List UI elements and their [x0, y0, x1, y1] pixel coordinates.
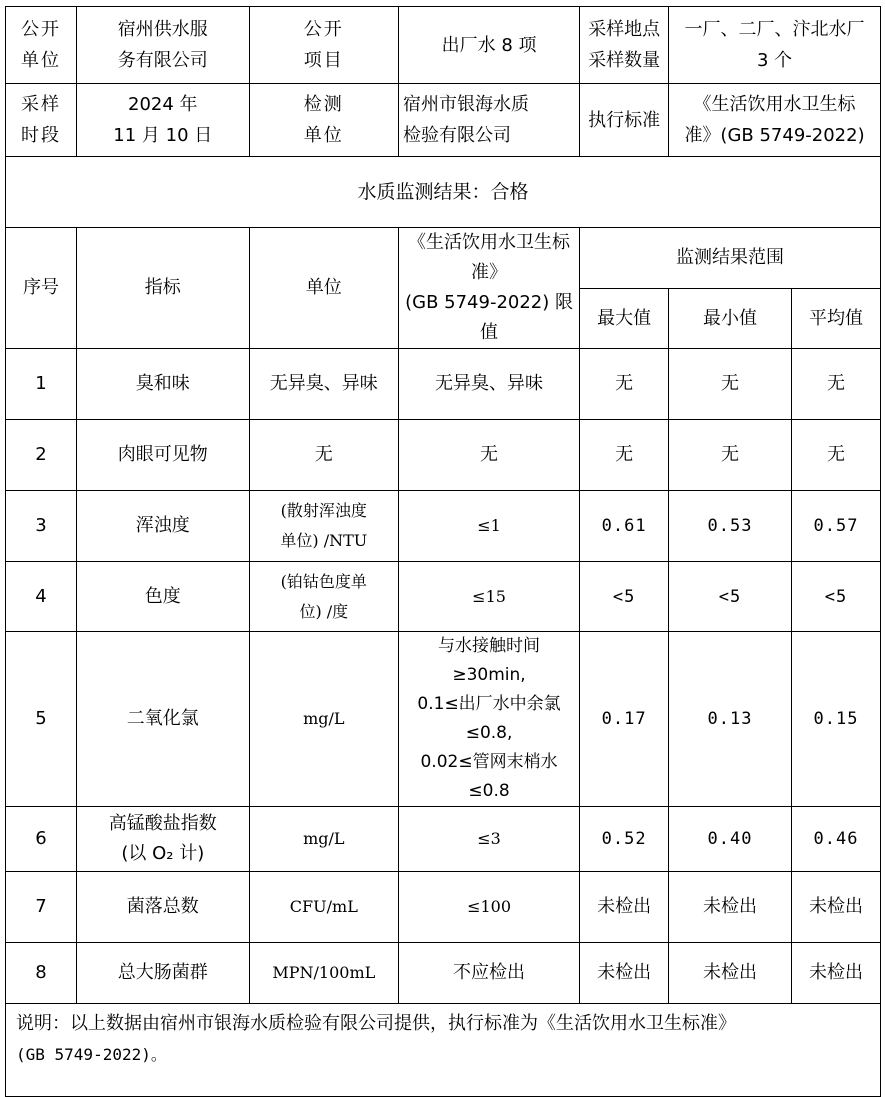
row-min: 未检出	[669, 872, 792, 943]
row-max: 未检出	[580, 872, 669, 943]
col-min: 最小值	[669, 289, 792, 349]
row-indicator: 菌落总数	[76, 872, 249, 943]
col-index: 序号	[6, 228, 77, 349]
row-min: 0.13	[669, 632, 792, 807]
col-max: 最大值	[580, 289, 669, 349]
row-unit: 无异臭、异味	[249, 349, 398, 420]
row-max: 无	[580, 420, 669, 491]
disclosure-unit-label: 公开 单位	[6, 7, 77, 84]
table-row	[6, 632, 881, 807]
note-standard: (GB 5749-2022)。	[16, 1045, 167, 1064]
result-row	[6, 157, 881, 228]
report-page	[5, 6, 881, 1064]
note-row	[6, 1004, 881, 1097]
row-indicator: 臭和味	[76, 349, 249, 420]
row-limit: ≤3	[398, 807, 579, 872]
table-row	[6, 943, 881, 1004]
column-header-row-1	[6, 228, 881, 289]
row-max: <5	[580, 562, 669, 632]
row-index: 4	[6, 562, 77, 632]
table-row	[6, 420, 881, 491]
row-limit: 无	[398, 420, 579, 491]
row-indicator: 肉眼可见物	[76, 420, 249, 491]
row-min: 无	[669, 420, 792, 491]
row-avg: 0.46	[791, 807, 880, 872]
row-min: 0.40	[669, 807, 792, 872]
disclosure-project-value: 出厂水 8 项	[398, 7, 579, 84]
row-avg: 0.15	[791, 632, 880, 807]
row-avg: <5	[791, 562, 880, 632]
row-min: 无	[669, 349, 792, 420]
row-max: 无	[580, 349, 669, 420]
note-text: 说明：以上数据由宿州市银海水质检验有限公司提供，执行标准为《生活饮用水卫生标准》	[16, 1013, 736, 1034]
row-unit: MPN/100mL	[249, 943, 398, 1004]
col-limit: 《生活饮用水卫生标准》 (GB 5749-2022) 限值	[398, 228, 579, 349]
col-range: 监测结果范围	[580, 228, 881, 289]
col-avg: 平均值	[791, 289, 880, 349]
sampling-location-label: 采样地点 采样数量	[580, 7, 669, 84]
row-index: 1	[6, 349, 77, 420]
table-row	[6, 807, 881, 872]
row-indicator: 色度	[76, 562, 249, 632]
testing-unit-value: 宿州市银海水质 检验有限公司	[398, 84, 579, 157]
row-limit: 与水接触时间≥30min, 0.1≤出厂水中余氯≤0.8, 0.02≤管网末梢水≤0.8	[398, 632, 579, 807]
header-row-1	[6, 7, 881, 84]
row-max: 0.17	[580, 632, 669, 807]
monitoring-result: 水质监测结果：合格	[6, 157, 881, 228]
row-max: 0.52	[580, 807, 669, 872]
row-index: 7	[6, 872, 77, 943]
row-avg: 0.57	[791, 491, 880, 562]
row-unit: CFU/mL	[249, 872, 398, 943]
disclosure-project-label: 公开 项目	[249, 7, 398, 84]
sampling-period-value: 2024 年 11 月 10 日	[76, 84, 249, 157]
table-row	[6, 491, 881, 562]
row-index: 3	[6, 491, 77, 562]
row-limit: 无异臭、异味	[398, 349, 579, 420]
row-unit: mg/L	[249, 632, 398, 807]
row-index: 2	[6, 420, 77, 491]
sampling-period-label: 采样 时段	[6, 84, 77, 157]
row-index: 6	[6, 807, 77, 872]
row-min: <5	[669, 562, 792, 632]
row-avg: 无	[791, 420, 880, 491]
row-max: 0.61	[580, 491, 669, 562]
row-unit: (散射浑浊度 单位) /NTU	[249, 491, 398, 562]
row-indicator: 二氧化氯	[76, 632, 249, 807]
col-indicator: 指标	[76, 228, 249, 349]
row-limit: 不应检出	[398, 943, 579, 1004]
table-row	[6, 872, 881, 943]
standard-label: 执行标准	[580, 84, 669, 157]
testing-unit-label: 检测 单位	[249, 84, 398, 157]
row-index: 5	[6, 632, 77, 807]
row-limit: ≤15	[398, 562, 579, 632]
table-row	[6, 349, 881, 420]
row-indicator: 总大肠菌群	[76, 943, 249, 1004]
col-unit: 单位	[249, 228, 398, 349]
standard-value: 《生活饮用水卫生标 准》(GB 5749-2022)	[669, 84, 881, 157]
row-indicator: 高锰酸盐指数 (以 O₂ 计)	[76, 807, 249, 872]
disclosure-unit-value: 宿州供水服 务有限公司	[76, 7, 249, 84]
sampling-location-value: 一厂、二厂、汴北水厂 3 个	[669, 7, 881, 84]
row-avg: 未检出	[791, 943, 880, 1004]
row-min: 0.53	[669, 491, 792, 562]
row-unit: (铂钴色度单 位) /度	[249, 562, 398, 632]
row-avg: 未检出	[791, 872, 880, 943]
row-min: 未检出	[669, 943, 792, 1004]
row-limit: ≤100	[398, 872, 579, 943]
row-indicator: 浑浊度	[76, 491, 249, 562]
table-row	[6, 562, 881, 632]
row-unit: mg/L	[249, 807, 398, 872]
row-max: 未检出	[580, 943, 669, 1004]
row-avg: 无	[791, 349, 880, 420]
row-unit: 无	[249, 420, 398, 491]
note-cell	[6, 1004, 881, 1097]
row-limit: ≤1	[398, 491, 579, 562]
water-quality-table	[5, 6, 881, 1097]
header-row-2	[6, 84, 881, 157]
row-index: 8	[6, 943, 77, 1004]
